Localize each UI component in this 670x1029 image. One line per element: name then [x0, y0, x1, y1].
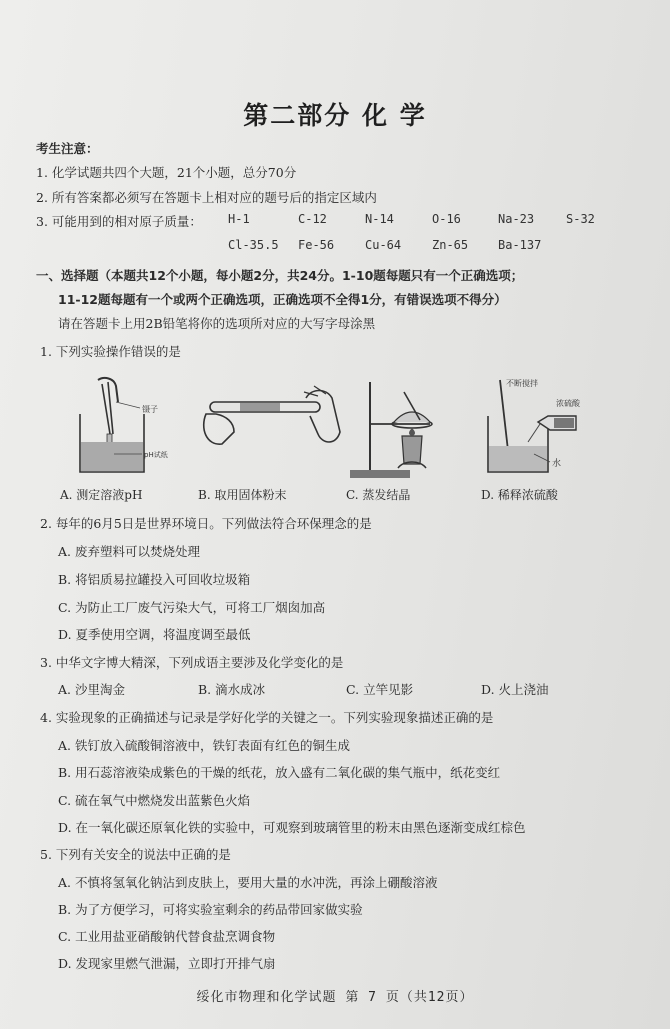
q4-option-b: B. 用石蕊溶液染成紫色的干燥的纸花，放入盛有二氧化碳的集气瓶中，纸花变红 — [58, 765, 501, 780]
q3-option-d: D. 火上浇油 — [481, 682, 549, 697]
q4-option-c: C. 硫在氧气中燃烧发出蓝紫色火焰 — [58, 793, 251, 808]
atomic-mass: Cl-35.5 — [228, 238, 279, 252]
tweezers-label: 镊子 — [142, 405, 158, 414]
q5-option-d: D. 发现家里燃气泄漏，立即打开排气扇 — [58, 956, 276, 971]
atomic-mass: H-1 — [228, 212, 250, 226]
q1-option-d: D. 稀释浓硫酸 — [481, 488, 558, 502]
evaporation-figure — [340, 372, 490, 482]
question-1-stem: 1. 下列实验操作错误的是 — [40, 344, 181, 359]
notice-heading: 考生注意： — [36, 141, 99, 156]
atomic-mass: Fe-56 — [298, 238, 335, 252]
q5-option-b: B. 为了方便学习，可将实验室剩余的药品带回家做实验 — [58, 902, 363, 917]
q1-option-a: A. 测定溶液pH — [60, 488, 143, 502]
page-title: 第二部分 化 学 — [243, 101, 427, 130]
q5-option-a: A. 不慎将氢氧化钠沾到皮肤上，要用大量的水冲洗，再涂上硼酸溶液 — [58, 875, 438, 890]
q1-option-b: B. 取用固体粉末 — [198, 488, 287, 502]
q2-option-d: D. 夏季使用空调，将温度调至最低 — [58, 627, 251, 642]
q3-option-c: C. 立竿见影 — [346, 682, 414, 697]
notice-item-1: 1. 化学试题共四个大题，21个小题，总分70分 — [36, 165, 297, 180]
section-instruction: 请在答题卡上用2B铅笔将你的选项所对应的大写字母涂黑 — [58, 316, 376, 331]
ph-paper-label: pH试纸 — [144, 451, 168, 459]
q2-option-c: C. 为防止工厂废气污染大气，可将工厂烟囱加高 — [58, 600, 326, 615]
atomic-mass: O-16 — [432, 212, 461, 226]
question-2-stem: 2. 每年的6月5日是世界环境日。下列做法符合环保理念的是 — [40, 516, 372, 531]
powder-figure — [200, 372, 350, 482]
q3-option-a: A. 沙里淘金 — [58, 682, 125, 697]
acid-label: 浓硫酸 — [556, 399, 580, 408]
atomic-mass: Zn-65 — [432, 238, 469, 252]
question-5-stem: 5. 下列有关安全的说法中正确的是 — [40, 847, 231, 862]
q5-option-c: C. 工业用盐亚硝酸钠代替食盐烹调食物 — [58, 929, 276, 944]
atomic-mass: N-14 — [365, 212, 394, 226]
atomic-mass: S-32 — [566, 212, 595, 226]
question-3-stem: 3. 中华文字博大精深，下列成语主要涉及化学变化的是 — [40, 655, 344, 670]
q1-option-c: C. 蒸发结晶 — [346, 488, 411, 502]
q2-option-a: A. 废弃塑料可以焚烧处理 — [58, 544, 200, 559]
q2-option-b: B. 将铝质易拉罐投入可回收垃圾箱 — [58, 572, 251, 587]
page-footer: 绥化市物理和化学试题 第 7 页（共12页） — [196, 990, 474, 1005]
q3-option-b: B. 滴水成冰 — [198, 682, 266, 697]
section-heading: 一、选择题（本题共12个小题，每小题2分，共24分。1-10题每题只有一个正确选项； — [36, 268, 524, 283]
atomic-mass: Ba-137 — [498, 238, 542, 252]
stir-label: 不断搅拌 — [506, 379, 538, 388]
dilution-figure — [478, 372, 628, 482]
notice-item-3: 3. 可能用到的相对原子质量： — [36, 214, 202, 229]
question-4-stem: 4. 实验现象的正确描述与记录是学好化学的关键之一。下列实验现象描述正确的是 — [40, 710, 494, 725]
notice-item-2: 2. 所有答案都必须写在答题卡上相对应的题号后的指定区域内 — [36, 190, 377, 205]
atomic-mass: Na-23 — [498, 212, 535, 226]
ph-test-figure — [60, 372, 210, 482]
q4-option-d: D. 在一氧化碳还原氧化铁的实验中，可观察到玻璃管里的粉末由黑色逐渐变成红棕色 — [58, 820, 526, 835]
section-instruction: 11-12题每题有一个或两个正确选项，正确选项不全得1分，有错误选项不得分） — [58, 292, 507, 307]
q4-option-a: A. 铁钉放入硫酸铜溶液中，铁钉表面有红色的铜生成 — [58, 738, 350, 753]
atomic-mass: Cu-64 — [365, 238, 402, 252]
water-label: 水 — [552, 459, 562, 469]
atomic-mass: C-12 — [298, 212, 327, 226]
